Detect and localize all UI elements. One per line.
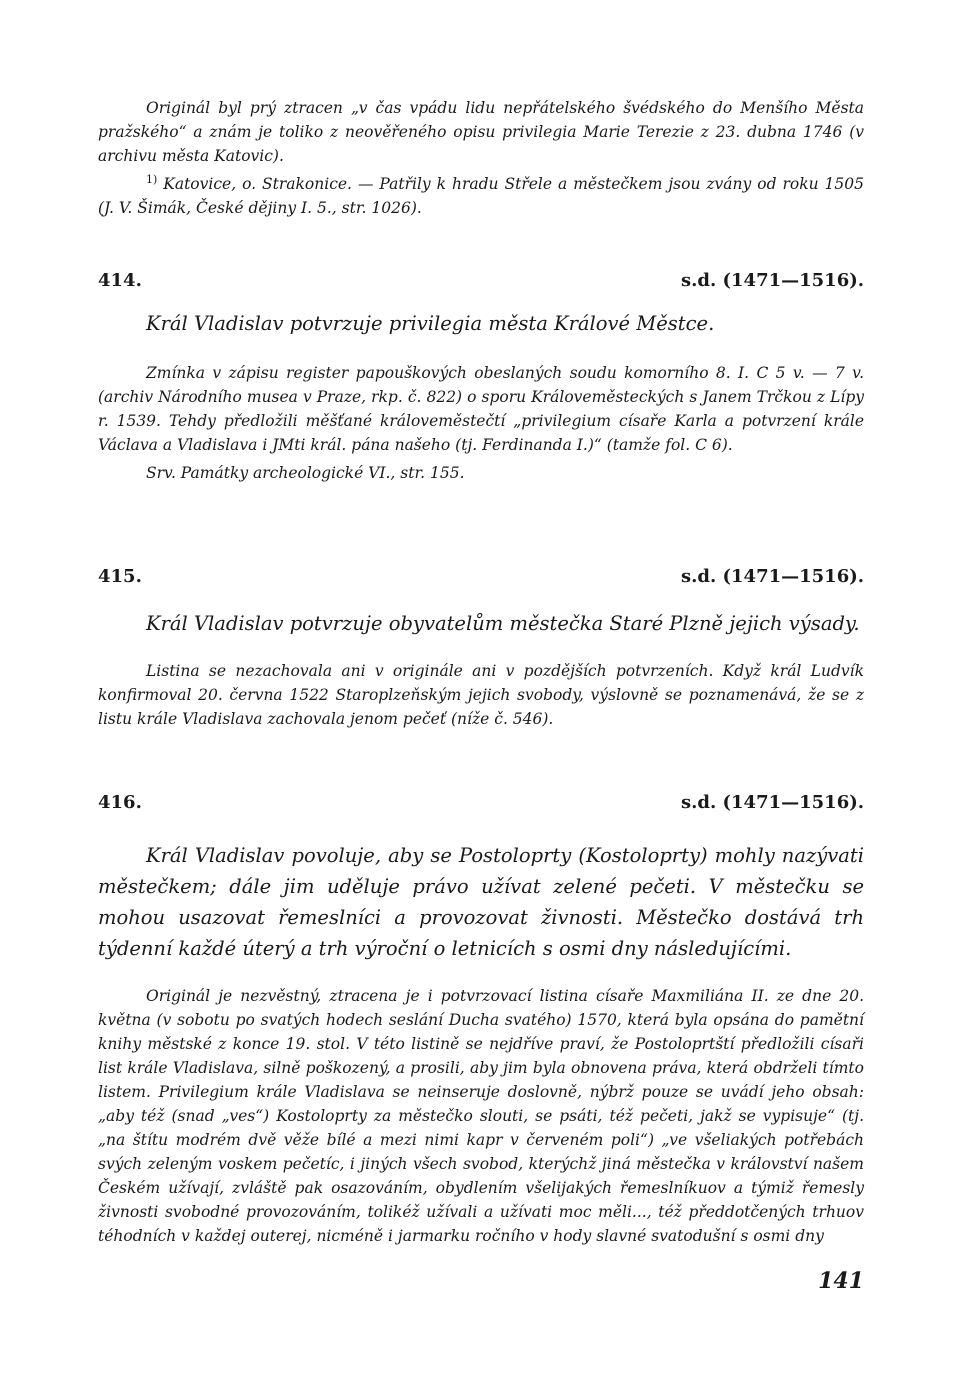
entry-date: s.d. (1471—1516).	[680, 566, 864, 587]
page-number: 141	[818, 1268, 864, 1294]
entry-note: Zmínka v zápisu register papouškových obeslaných soudu komorního 8. I. C 5 v. — 7 v. (archiv Národního musea v Praze, rkp. č. 822) o sporu Královeměsteckých s Janem Trčkou z Lípy r. 1539. Tehdy předložili měšťané královeměstečtí „privilegium císaře Karla a potvrzení krále Václava a Vladislava i JMti král. pána našeho (tj. Ferdinanda I.)“ (tamže fol. C 6).	[98, 364, 864, 454]
entry-number: 416.	[98, 792, 142, 813]
entry-title: Král Vladislav povoluje, aby se Postoloprty (Kostoloprty) mohly nazývati městečkem; dále jim uděluje právo užívat zelené pečeti. V městečku se mohou usazovat řemeslníci a provozovat živnosti. Městečko dostává trh týdenní každé úterý a trh výroční o letnicích s osmi dny následujícími.	[98, 844, 864, 960]
entry-note-srv: Srv. Památky archeologické VI., str. 155.	[146, 464, 465, 482]
footnote-1	[98, 168, 864, 220]
entry-414-body	[98, 312, 864, 485]
entry-note: Listina se nezachovala ani v originále ani v pozdějších potvrzeních. Když král Ludvík konfirmoval 20. června 1522 Staroplzeňským jejich svobody, výslovně se poznamenává, že se z listu krále Vladislava zachovala jenom pečeť (níže č. 546).	[98, 662, 864, 728]
entry-date: s.d. (1471—1516).	[680, 792, 864, 813]
entry-415-body	[98, 612, 864, 731]
footnotes-top	[98, 96, 864, 220]
entry-date: s.d. (1471—1516).	[680, 270, 864, 291]
entry-416-body	[98, 840, 864, 1248]
entry-number: 415.	[98, 566, 142, 587]
footnote-original-note: Originál byl prý ztracen „v čas vpádu lidu nepřátelského švédského do Menšího Města pražského“ a znám je toliko z neověřeného opisu privilegia Marie Terezie z 23. dubna 1746 (v archivu města Katovic).	[98, 99, 864, 165]
entry-title: Král Vladislav potvrzuje privilegia města Králové Městce.	[146, 312, 715, 335]
footnote-1-marker: 1)	[146, 173, 158, 186]
footnote-1-text: Katovice, o. Strakonice. — Patřily k hradu Střele a městečkem jsou zvány od roku 1505 (J. V. Šimák, České dějiny I. 5., str. 1026).	[98, 175, 864, 218]
entry-number: 414.	[98, 270, 142, 291]
entry-title: Král Vladislav potvrzuje obyvatelům městečka Staré Plzně jejich výsady.	[146, 612, 860, 635]
entry-note: Originál je nezvěstný, ztracena je i potvrzovací listina císaře Maxmiliána II. ze dne 20. května (v sobotu po svatých hodech seslání Ducha svatého) 1570, která byla opsána do pamětní knihy městské z konce 19. stol. V této listině se nejdříve praví, že Postoloprtští předložili císaři list krále Vladislava, silně poškozený, a prosili, aby jim byla obnovena práva, která obdrželi tímto listem. Privilegium krále Vladislava se neinseruje doslovně, nýbrž pouze se uvádí jeho obsah: „aby též (snad „ves“) Kostoloprty za městečko slouti, se psáti, též pečeti, jakž se vypisuje“ (tj. „na štítu modrém dvě věže bílé a mezi nimi kapr v červeném poli“) „ve všeliakých potřebách svých zeleným voskem pečetíc, i jiných všech svobod, kterýchž jiná městečka v království našem Českém užívají, zvláště pak osazováním, obydlením všelijakých řemeslníkuov a týmiž řemesly živnosti svobodné provozováním, tolikéž užívali a užívati moc měli..., též předdotčených trhuov téhodních v každej outerej, nicméně i jarmarku ročního v hody slavné svatodušní s osmi dny	[98, 987, 864, 1245]
